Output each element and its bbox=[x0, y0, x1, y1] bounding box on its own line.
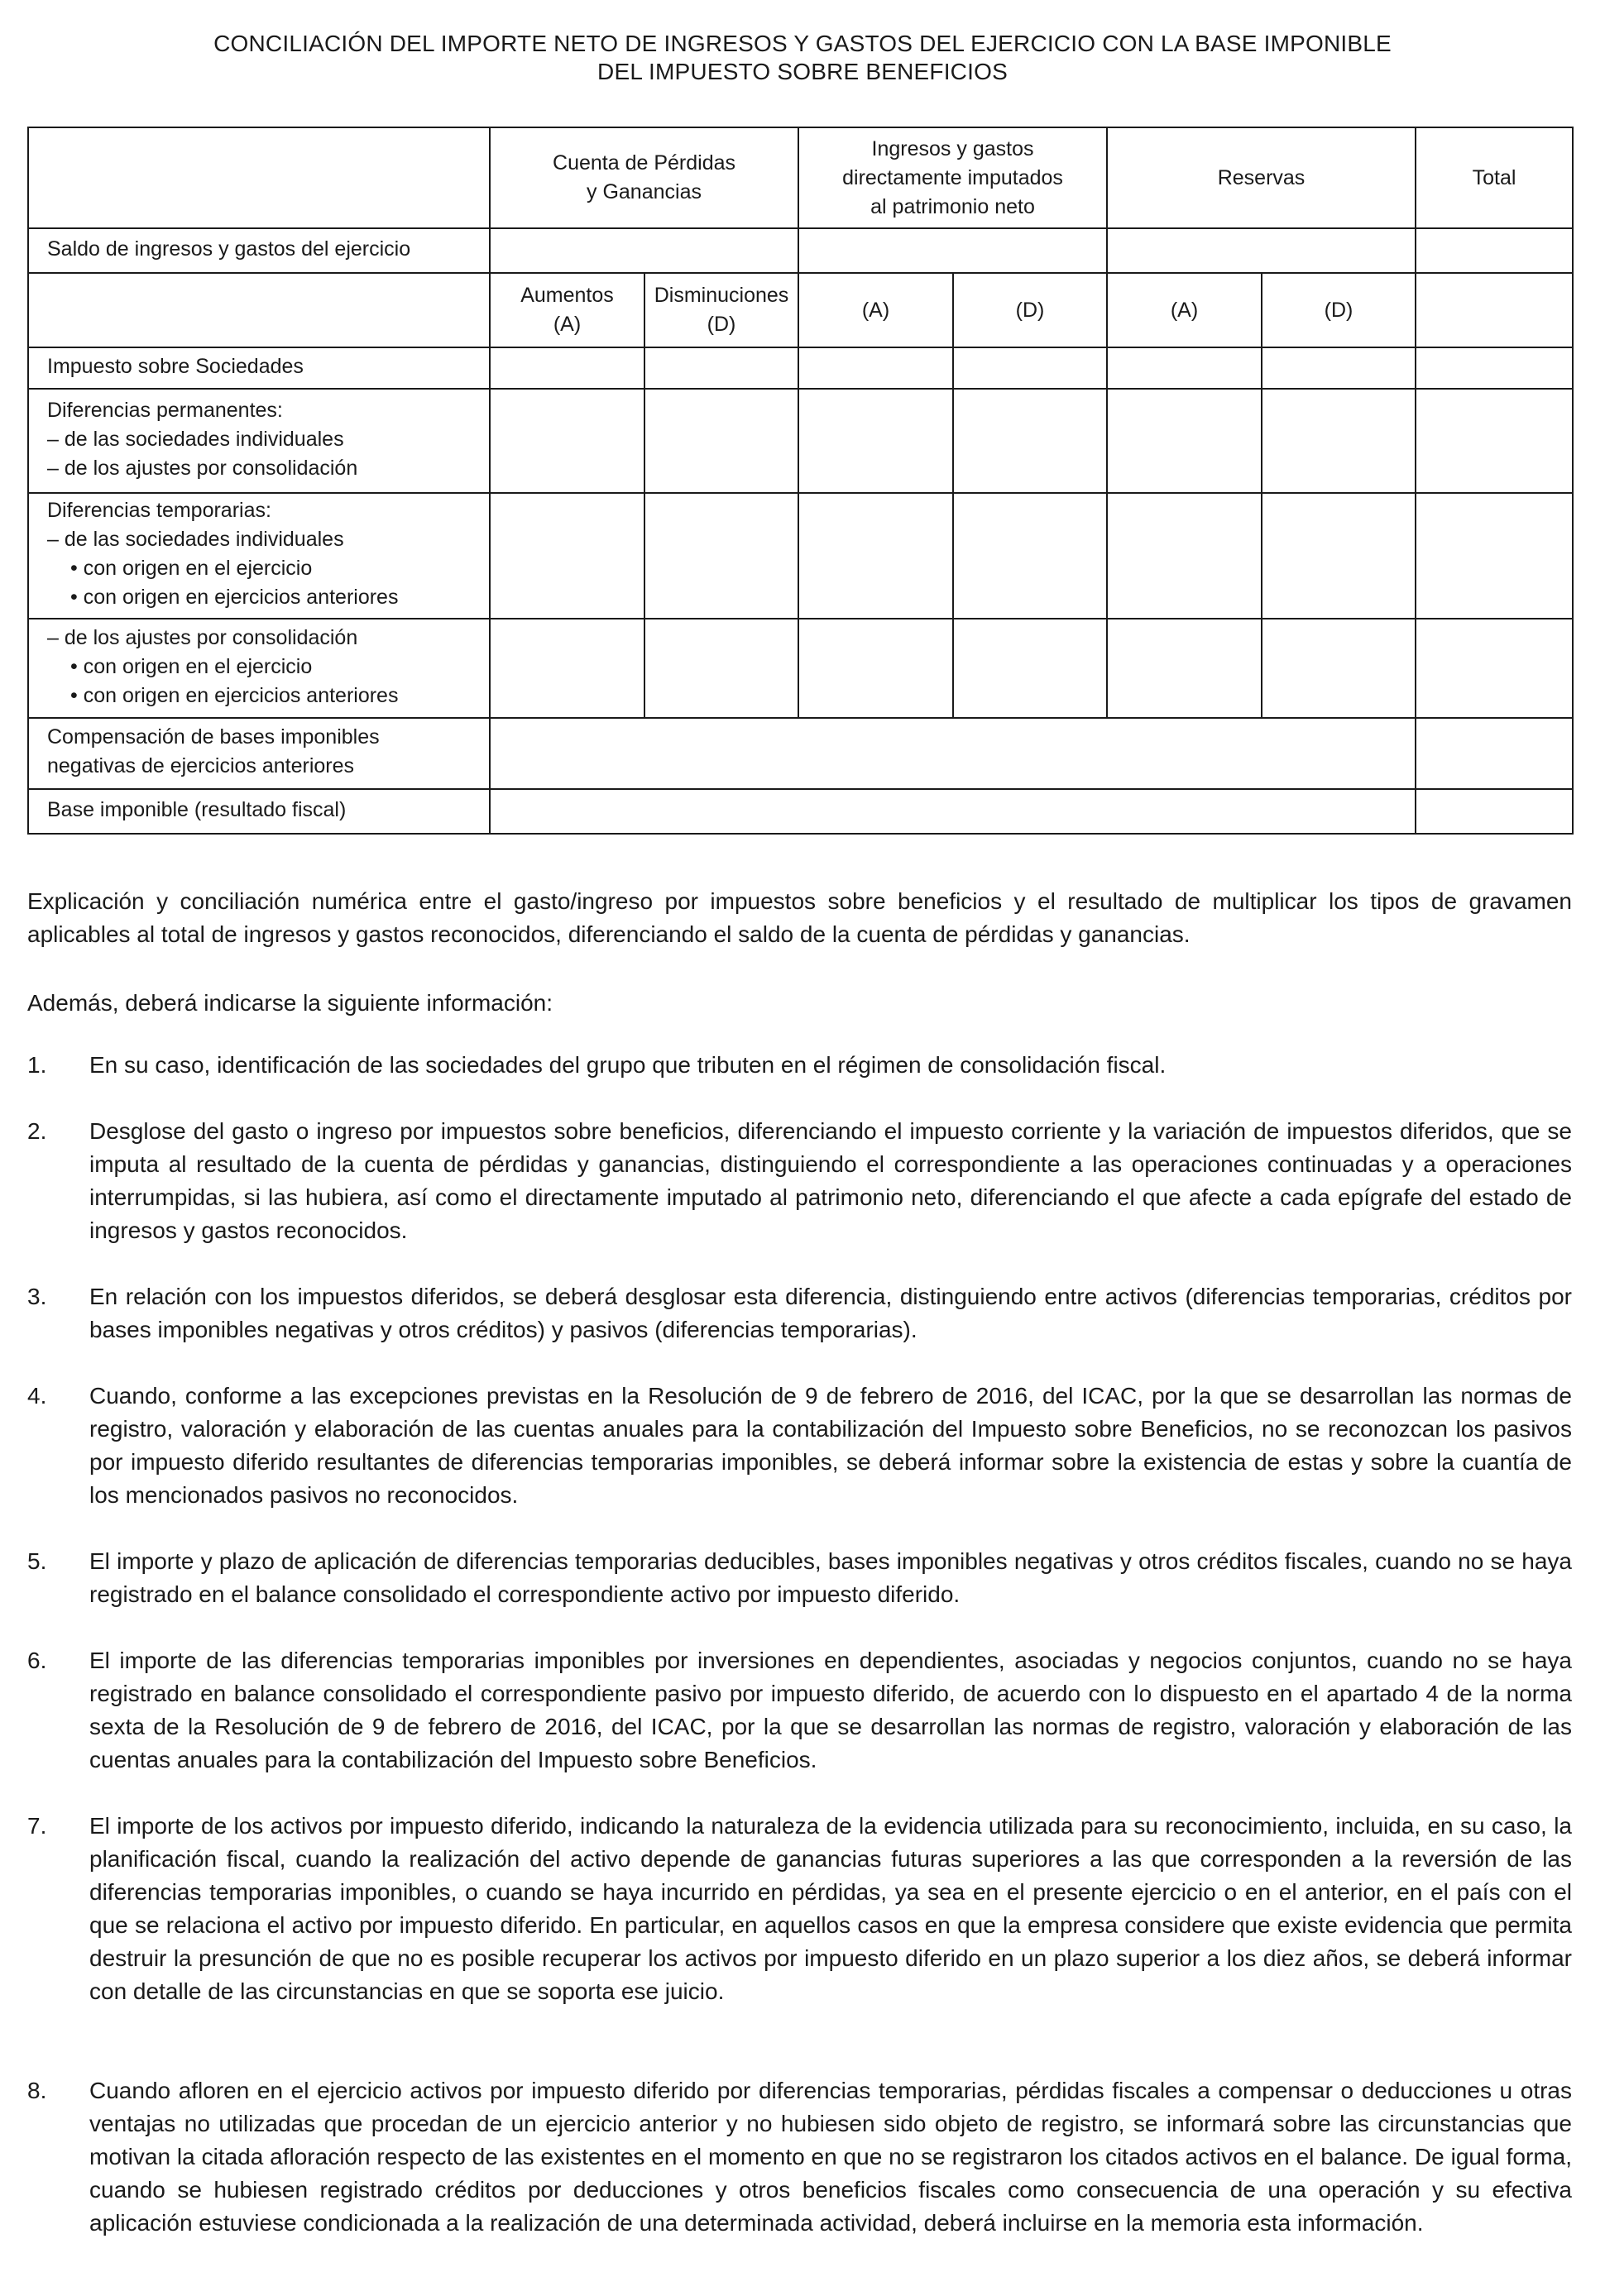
list-item-number: 5. bbox=[27, 1548, 47, 1574]
table-cell bbox=[1416, 789, 1573, 834]
header-total: Total bbox=[1416, 127, 1573, 228]
list-item bbox=[27, 1810, 1572, 2008]
list-item-number: 7. bbox=[27, 1813, 47, 1839]
row-label-base-imponible: Base imponible (resultado fiscal) bbox=[28, 789, 490, 834]
table-cell bbox=[490, 347, 644, 389]
table-cell bbox=[1107, 493, 1262, 619]
list-item bbox=[27, 1280, 1572, 1347]
list-item bbox=[27, 2074, 1572, 2240]
table-cell bbox=[798, 493, 953, 619]
subheader-res-a: (A) bbox=[1107, 273, 1262, 347]
row-label-impuesto: Impuesto sobre Sociedades bbox=[28, 347, 490, 389]
header-pyg: Cuenta de Pérdidas y Ganancias bbox=[490, 127, 798, 228]
table-cell bbox=[798, 389, 953, 493]
subheader-disminuciones: Disminuciones (D) bbox=[644, 273, 798, 347]
list-item bbox=[27, 1115, 1572, 1247]
title-line-2: DEL IMPUESTO SOBRE BENEFICIOS bbox=[597, 59, 1008, 84]
table-cell bbox=[1416, 493, 1573, 619]
table-cell bbox=[490, 789, 1416, 834]
table-cell bbox=[1416, 228, 1573, 273]
table-cell bbox=[953, 347, 1107, 389]
list-item-number: 1. bbox=[27, 1052, 47, 1078]
table-cell bbox=[1262, 389, 1416, 493]
table-cell bbox=[1107, 619, 1262, 718]
subheader-empty-cell bbox=[28, 273, 490, 347]
table-cell bbox=[490, 619, 644, 718]
table-row bbox=[28, 228, 1573, 273]
table-cell bbox=[953, 493, 1107, 619]
subheader-ig-d: (D) bbox=[953, 273, 1107, 347]
table-row bbox=[28, 718, 1573, 789]
subheader-aumentos: Aumentos (A) bbox=[490, 273, 644, 347]
table-cell bbox=[1416, 347, 1573, 389]
ademas-paragraph: Además, deberá indicarse la siguiente información: bbox=[27, 990, 553, 1016]
list-item-text: Cuando afloren en el ejercicio activos por impuesto diferido por diferencias temporarias, pérdidas fiscales a compensar o deducciones u otras ventajas no utilizadas que procedan de un ejercicio anterior y no hubiesen sido objeto de registro, se informará sobre las circunstancias que motivan la citada afloración respecto de las existentes en el momento en que no se registraron los citados activos en el balance. De igual forma, cuando se hubiesen registrado créditos por deducciones y otros beneficios fiscales como consecuencia de una operación y su efectiva aplicación estuviese condicionada a la realización de una determinada actividad, deberá incluirse en la memoria esta información. bbox=[89, 2078, 1572, 2236]
table-cell bbox=[1416, 619, 1573, 718]
list-item-text: El importe de los activos por impuesto diferido, indicando la naturaleza de la evidencia utilizada para su reconocimiento, incluida, en su caso, la planificación fiscal, cuando la realización del activo depende de ganancias futuras superiores a las que corresponden a la reversión de las diferencias temporarias imponibles, o cuando se haya incurrido en pérdidas, ya sea en el presente ejercicio o en el anterior, en el país con el que se relaciona el activo por impuesto diferido. En particular, en aquellos casos en que la empresa considere que existe evidencia que permita destruir la presunción de que no es posible recuperar los activos por impuesto diferido en un plazo superior a los diez años, se deberá informar con detalle de las circunstancias en que se soporta ese juicio. bbox=[89, 1813, 1572, 2004]
list-item-number: 3. bbox=[27, 1284, 47, 1309]
table-cell bbox=[490, 493, 644, 619]
subheader-ig-a: (A) bbox=[798, 273, 953, 347]
table-cell bbox=[1416, 718, 1573, 789]
table-cell bbox=[490, 389, 644, 493]
row-label-compensacion: Compensación de bases imponibles negativas de ejercicios anteriores bbox=[28, 718, 490, 789]
page-title bbox=[0, 30, 1605, 86]
header-empty-cell bbox=[28, 127, 490, 228]
table-cell bbox=[1416, 389, 1573, 493]
list-item-number: 4. bbox=[27, 1383, 47, 1409]
table-cell bbox=[798, 228, 1107, 273]
table-row bbox=[28, 619, 1573, 718]
list-item-number: 8. bbox=[27, 2078, 47, 2103]
table-cell bbox=[644, 347, 798, 389]
list-item-text: Cuando, conforme a las excepciones previstas en la Resolución de 9 de febrero de 2016, del ICAC, por la que se desarrollan las normas de registro, valoración y elaboración de las cuentas anuales para la contabilización del Impuesto sobre Beneficios, no se reconozcan los pasivos por impuesto diferido resultantes de diferencias temporarias imponibles, se deberá informar sobre la existencia de estas y sobre la cuantía de los mencionados pasivos no reconocidos. bbox=[89, 1383, 1572, 1508]
table-cell bbox=[798, 619, 953, 718]
list-item bbox=[27, 1049, 1572, 1082]
intro-paragraph: Explicación y conciliación numérica entre el gasto/ingreso por impuestos sobre beneficios y el resultado de multiplicar los tipos de gravamen aplicables al total de ingresos y gastos reconocidos, diferenciando el saldo de la cuenta de pérdidas y ganancias. bbox=[27, 888, 1572, 947]
table-cell bbox=[1262, 347, 1416, 389]
row-label-dif-temporarias: Diferencias temporarias: – de las sociedades individuales • con origen en el ejercicio • con origen en ejercicios anteriores bbox=[28, 493, 490, 619]
list-item bbox=[27, 1545, 1572, 1611]
table-cell bbox=[644, 493, 798, 619]
table-cell bbox=[644, 389, 798, 493]
table-cell bbox=[1107, 228, 1416, 273]
title-line-1: CONCILIACIÓN DEL IMPORTE NETO DE INGRESOS Y GASTOS DEL EJERCICIO CON LA BASE IMPONIBLE bbox=[213, 31, 1392, 56]
table-cell bbox=[1262, 493, 1416, 619]
table-cell bbox=[1107, 347, 1262, 389]
list-item bbox=[27, 1644, 1572, 1777]
table-cell bbox=[1262, 619, 1416, 718]
table-cell bbox=[1416, 273, 1573, 347]
list-item-number: 6. bbox=[27, 1648, 47, 1673]
table-subheader-row bbox=[28, 273, 1573, 347]
table-cell bbox=[644, 619, 798, 718]
table-cell bbox=[1107, 389, 1262, 493]
list-item-text: Desglose del gasto o ingreso por impuestos sobre beneficios, diferenciando el impuesto corriente y la variación de impuestos diferidos, que se imputa al resultado de la cuenta de pérdidas y ganancias, distinguiendo el correspondiente a las operaciones continuadas y a operaciones interrumpidas, si las hubiera, así como el directamente imputado al patrimonio neto, diferenciando el que afecte a cada epígrafe del estado de ingresos y gastos reconocidos. bbox=[89, 1118, 1572, 1243]
table-cell bbox=[798, 347, 953, 389]
table-row bbox=[28, 789, 1573, 834]
table-cell bbox=[490, 228, 798, 273]
row-label-saldo: Saldo de ingresos y gastos del ejercicio bbox=[28, 228, 490, 273]
list-item bbox=[27, 1380, 1572, 1512]
list-item-text: En su caso, identificación de las sociedades del grupo que tributen en el régimen de consolidación fiscal. bbox=[89, 1052, 1167, 1078]
table-row bbox=[28, 347, 1573, 389]
row-label-ajustes-consolidacion: – de los ajustes por consolidación • con origen en el ejercicio • con origen en ejercicios anteriores bbox=[28, 619, 490, 718]
header-ingresos-gastos: Ingresos y gastos directamente imputados al patrimonio neto bbox=[798, 127, 1107, 228]
row-label-dif-permanentes: Diferencias permanentes: – de las sociedades individuales – de los ajustes por consolidación bbox=[28, 389, 490, 493]
list-item-number: 2. bbox=[27, 1118, 47, 1144]
table-cell bbox=[490, 718, 1416, 789]
table-row bbox=[28, 493, 1573, 619]
list-item-text: El importe de las diferencias temporarias imponibles por inversiones en dependientes, asociadas y negocios conjuntos, cuando no se haya registrado en balance consolidado el correspondiente pasivo por impuesto diferido, de acuerdo con lo dispuesto en el apartado 4 de la norma sexta de la Resolución de 9 de febrero de 2016, del ICAC, por la que se desarrollan las normas de registro, valoración y elaboración de las cuentas anuales para la contabilización del Impuesto sobre Beneficios. bbox=[89, 1648, 1572, 1772]
table-header-row bbox=[28, 127, 1573, 228]
list-item-text: El importe y plazo de aplicación de diferencias temporarias deducibles, bases imponibles negativas y otros créditos fiscales, cuando no se haya registrado en el balance consolidado el correspondiente activo por impuesto diferido. bbox=[89, 1548, 1572, 1607]
table-cell bbox=[953, 389, 1107, 493]
subheader-res-d: (D) bbox=[1262, 273, 1416, 347]
table-cell bbox=[953, 619, 1107, 718]
reconciliation-table bbox=[27, 127, 1574, 835]
list-item-text: En relación con los impuestos diferidos, se deberá desglosar esta diferencia, distinguiendo entre activos (diferencias temporarias, créditos por bases imponibles negativas y otros créditos) y pasivos (diferencias temporarias). bbox=[89, 1284, 1572, 1342]
header-reservas: Reservas bbox=[1107, 127, 1416, 228]
table-row bbox=[28, 389, 1573, 493]
